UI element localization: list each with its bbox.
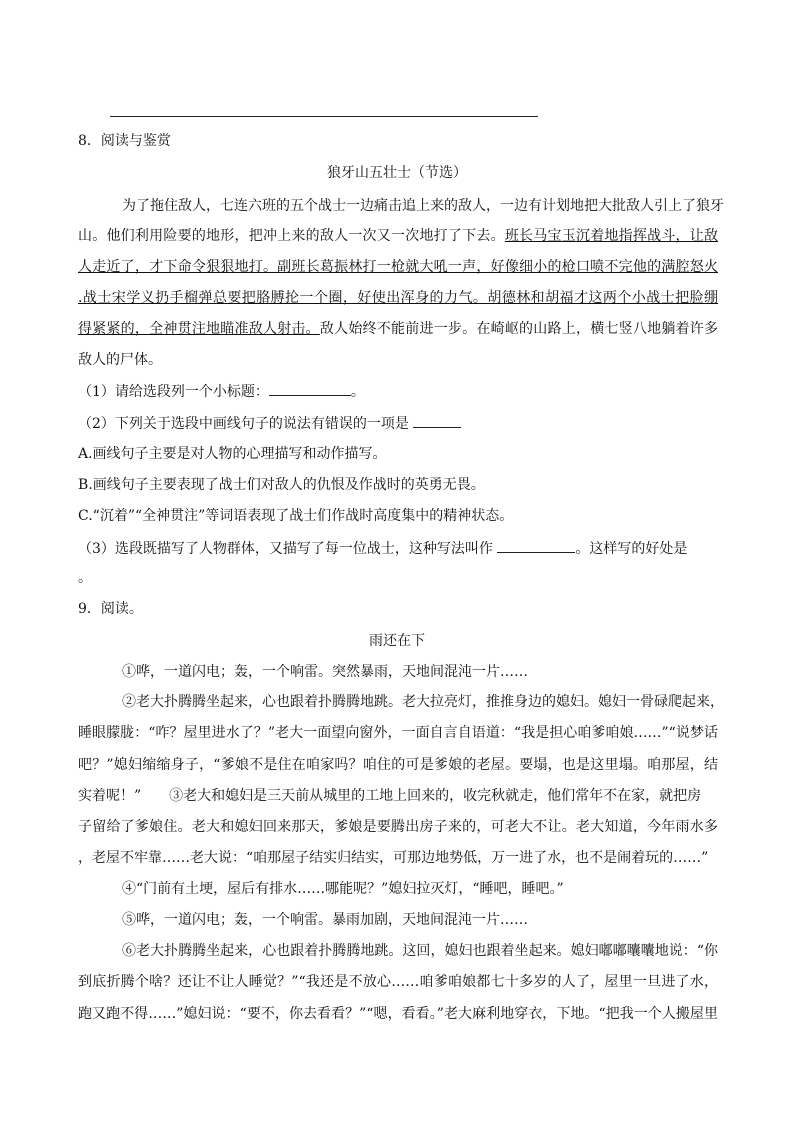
option-a: A.画线句子主要是对人物的心理描写和动作描写。 [78, 446, 387, 462]
q8-passage-title: 狼牙山五壮士（节选） [327, 165, 467, 181]
q9-paragraph-line: 实着呢！” ③老大和媳妇是三天前从城里的工地上回来的，收完秋就走，他们常年不在家，就把房 [78, 788, 702, 804]
underlined-sentence: 班长马宝玉沉着地指挥战斗，让敌 [504, 228, 719, 244]
underlined-sentence: .战士宋学义扔手榴弹总要把胳膊抡一个圈，好使出浑身的力气。胡德林和胡福才这两个小战士把脸绷 [78, 290, 718, 306]
q8-heading: 8．阅读与鉴赏 [78, 133, 171, 149]
q9-paragraph-line: ⑥老大扑腾腾坐起来，心也跟着扑腾腾地跳。这回，媳妇也跟着坐起来。媳妇嘟嘟囔囔地说：“你 [122, 943, 718, 959]
q8-paragraph-line: 敌人的尸体。 [78, 352, 162, 368]
answer-line [110, 116, 538, 117]
q9-paragraph-line: 到底折腾个啥？还让不让人睡觉？”“我还是不放心……咱爹咱娘都七十多岁的人了，屋里一旦进了水， [78, 974, 718, 990]
q8-sub-question-2: （2）下列关于选段中画线句子的说法有错误的一项是 [78, 413, 718, 434]
q9-paragraph-line: ④“门前有土埂，屋后有排水……哪能呢？”媳妇拉灭灯，“睡吧，睡吧。” [122, 881, 564, 897]
underlined-sentence: 人走近了，才下命令狠狠地打。副班长葛振林打一枪就大吼一声，好像细小的枪口喷不完他的满腔怒火 [78, 259, 718, 275]
q9-heading: 9．阅读。 [78, 601, 143, 617]
answer-blank [269, 381, 351, 396]
underlined-sentence: 得紧紧的，全神贯注地瞄准敌人射击。 [78, 321, 320, 337]
q9-paragraph-line: 睡眼朦胧：“咋？屋里进水了？”老大一面望向窗外，一面自言自语道：“我是担心咱爹咱娘……”“说梦话 [78, 725, 718, 741]
q9-passage-title: 雨还在下 [369, 633, 425, 649]
option-b: B.画线句子主要表现了战士们对敌人的仇恨及作战时的英勇无畏。 [78, 477, 485, 493]
q9-paragraph-line: 吧？”媳妇缩缩身子，“爹娘不是住在咱家吗？咱住的可是爹娘的老屋。要塌，也是这里塌。咱那屋，结 [78, 757, 718, 773]
q8-paragraph-line: 为了拖住敌人，七连六班的五个战士一边痛击追上来的敌人，一边有计划地把大批敌人引上了狼牙 [122, 198, 724, 214]
option-c: C.“沉着”“全神贯注”等词语表现了战士们作战时高度集中的精神状态。 [78, 508, 514, 524]
q9-paragraph-line: ①哗，一道闪电；轰，一个响雷。突然暴雨，天地间混沌一片…… [122, 664, 528, 680]
q8-paragraph-line: 得紧紧的，全神贯注地瞄准敌人射击。敌人始终不能前进一步。在崎岖的山路上，横七竖八地躺着许多 [78, 321, 719, 337]
q9-paragraph-line: 子留给了爹娘住。老大和媳妇回来那天，爹娘是要腾出房子来的，可老大不让。老大知道，今年雨水多 [78, 819, 718, 835]
q8-sub-question-1: （1）请给选段列一个小标题： 。 [78, 381, 718, 402]
q8-sub-question-3-tail: 。 [78, 570, 92, 586]
answer-blank [497, 538, 575, 553]
q9-paragraph-line: ⑤哗，一道闪电；轰，一个响雷。暴雨加剧，天地间混沌一片…… [122, 912, 528, 928]
q8-sub-question-3: （3）选段既描写了人物群体，又描写了每一位战士，这种写法叫作 。这样写的好处是 [78, 538, 718, 559]
q9-paragraph-line: ，老屋不牢靠……老大说：“咱那屋子结实归结实，可那边地势低，万一进了水，也不是闹着玩的……” [78, 850, 709, 866]
q8-paragraph-line: 山。他们利用险要的地形，把冲上来的敌人一次又一次地打了下去。班长马宝玉沉着地指挥战斗，让敌 [78, 228, 719, 244]
answer-blank [413, 413, 461, 428]
q9-paragraph-line: ②老大扑腾腾坐起来，心也跟着扑腾腾地跳。老大拉亮灯，推推身边的媳妇。媳妇一骨碌爬起来， [122, 694, 724, 710]
q9-paragraph-line: 跑又跑不得……”媳妇说：“要不，你去看看？”“嗯，看看。”老大麻利地穿衣，下地。“把我一个人搬屋里 [78, 1006, 718, 1022]
